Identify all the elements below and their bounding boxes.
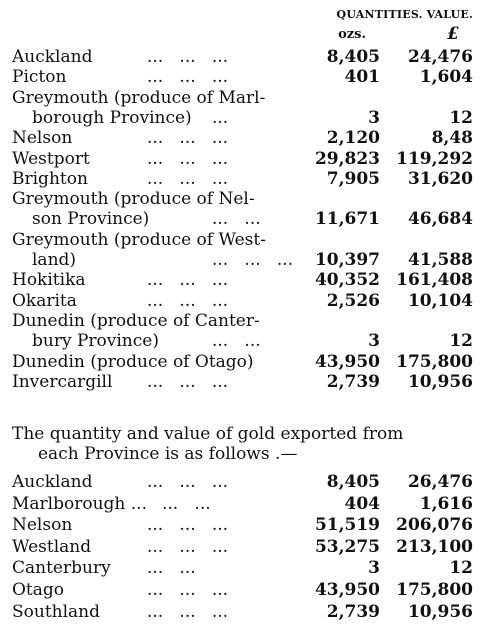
leader-dots: ... ... ... <box>147 515 229 536</box>
place-name: Dunedin (produce of Canter- <box>12 310 260 331</box>
place-name: Southland <box>12 601 101 622</box>
leader-dots: ... ... ... <box>147 371 229 392</box>
place-name: Canterbury <box>12 558 111 579</box>
value-cell: 1,604 <box>419 67 473 88</box>
quantity-cell: 7,905 <box>326 168 380 189</box>
quantity-cell: 3 <box>368 107 380 128</box>
quantity-cell: 404 <box>344 493 380 514</box>
table-row <box>12 494 473 514</box>
paragraph-line-2: each Province is as follows .— <box>38 444 298 464</box>
quantity-cell: 3 <box>368 558 380 579</box>
leader-dots: ... ... ... <box>147 168 229 189</box>
quantity-cell: 53,275 <box>314 536 380 557</box>
leader-dots: ... <box>212 107 229 128</box>
leader-dots: ... ... ... <box>147 67 229 88</box>
quantity-cell: 2,120 <box>326 128 380 149</box>
value-cell: 175,800 <box>396 351 473 372</box>
place-name: Greymouth (produce of Nel- <box>12 189 255 210</box>
table-row <box>12 270 473 290</box>
value-cell: 175,800 <box>396 580 473 600</box>
leader-dots: ... ... ... <box>212 250 294 270</box>
leader-dots: ... ... ... <box>147 47 229 67</box>
place-name: Brighton <box>12 168 88 189</box>
table-row <box>12 291 473 311</box>
table-row <box>12 472 473 492</box>
column-headers: QUANTITIES. VALUE. <box>336 8 473 21</box>
place-name: Invercargill <box>12 371 113 392</box>
place-name: Marlborough ... <box>12 493 147 514</box>
leader-dots: ... ... ... <box>147 601 229 622</box>
quantity-cell: 2,526 <box>326 290 380 311</box>
table-row <box>12 128 473 148</box>
value-cell: 10,104 <box>407 290 473 311</box>
leader-dots: ... ... <box>147 558 196 579</box>
value-cell: 10,956 <box>407 601 473 622</box>
place-name: Auckland <box>12 47 93 67</box>
value-cell: 26,476 <box>407 472 473 492</box>
quantity-cell: 2,739 <box>326 371 380 392</box>
quantity-unit-label: ozs. <box>338 27 366 42</box>
leader-dots: ... ... ... <box>147 472 229 492</box>
quantity-cell: 10,397 <box>314 250 380 270</box>
place-name: Hokitika <box>12 270 86 291</box>
place-name: son Province) <box>32 209 150 230</box>
place-name: Okarita <box>12 290 77 311</box>
quantity-cell: 3 <box>368 331 380 352</box>
table-row <box>12 149 473 169</box>
quantity-cell: 8,405 <box>326 47 380 67</box>
quantity-cell: 11,671 <box>314 209 380 230</box>
table-row <box>12 169 473 189</box>
value-cell: 8,48 <box>431 128 473 149</box>
quantity-cell: 29,823 <box>314 148 380 169</box>
table-row <box>12 230 473 250</box>
table-row <box>12 209 473 229</box>
table-row <box>12 515 473 535</box>
leader-dots: ... ... <box>162 493 211 514</box>
table-row <box>12 580 473 600</box>
quantity-cell: 401 <box>344 67 380 88</box>
value-cell: 213,100 <box>396 536 473 557</box>
value-cell: 161,408 <box>396 270 473 291</box>
value-cell: 10,956 <box>407 371 473 392</box>
leader-dots: ... ... ... <box>147 536 229 557</box>
value-cell: 12 <box>449 558 473 579</box>
table-row <box>12 47 473 67</box>
place-name: Auckland <box>12 472 93 492</box>
quantity-cell: 8,405 <box>326 472 380 492</box>
leader-dots: ... ... ... <box>147 580 229 600</box>
leader-dots: ... ... ... <box>147 270 229 291</box>
table-row <box>12 352 473 372</box>
value-unit-label: £ <box>447 24 459 44</box>
place-name: land) <box>32 250 77 270</box>
leader-dots: ... ... ... <box>147 128 229 149</box>
place-name: Picton <box>12 67 67 88</box>
place-name: Nelson <box>12 128 73 149</box>
quantity-cell: 43,950 <box>314 351 380 372</box>
value-cell: 12 <box>449 331 473 352</box>
value-cell: 206,076 <box>396 515 473 536</box>
paragraph-line-1: The quantity and value of gold exported from <box>12 424 404 444</box>
leader-dots: ... ... ... <box>147 148 229 169</box>
value-cell: 31,620 <box>407 168 473 189</box>
table-row <box>12 189 473 209</box>
place-name: borough Province) <box>32 107 192 128</box>
quantity-cell: 2,739 <box>326 601 380 622</box>
table-row <box>12 108 473 128</box>
place-name: Greymouth (produce of West- <box>12 229 266 250</box>
place-name: bury Province) <box>32 331 159 352</box>
place-name: Dunedin (produce of Otago) <box>12 351 254 372</box>
table-row <box>12 88 473 108</box>
value-cell: 119,292 <box>396 148 473 169</box>
value-cell: 41,588 <box>407 250 473 270</box>
table-row <box>12 67 473 87</box>
summary-paragraph <box>12 424 473 464</box>
place-name: Westland <box>12 536 92 557</box>
place-name: Greymouth (produce of Marl- <box>12 87 266 108</box>
place-name: Nelson <box>12 515 73 536</box>
leader-dots: ... ... <box>212 331 261 352</box>
quantity-cell: 43,950 <box>314 580 380 600</box>
place-name: Otago <box>12 580 65 600</box>
table-row <box>12 331 473 351</box>
value-cell: 24,476 <box>407 47 473 67</box>
place-name: Westport <box>12 148 90 169</box>
table-row <box>12 250 473 270</box>
leader-dots: ... ... ... <box>147 290 229 311</box>
quantity-cell: 51,519 <box>314 515 380 536</box>
value-cell: 1,616 <box>419 493 473 514</box>
table-row <box>12 602 473 622</box>
quantity-cell: 40,352 <box>314 270 380 291</box>
table-row <box>12 558 473 578</box>
value-cell: 12 <box>449 107 473 128</box>
table-row <box>12 537 473 557</box>
table-row <box>12 311 473 331</box>
value-cell: 46,684 <box>407 209 473 230</box>
leader-dots: ... ... <box>212 209 261 230</box>
table-row <box>12 372 473 392</box>
